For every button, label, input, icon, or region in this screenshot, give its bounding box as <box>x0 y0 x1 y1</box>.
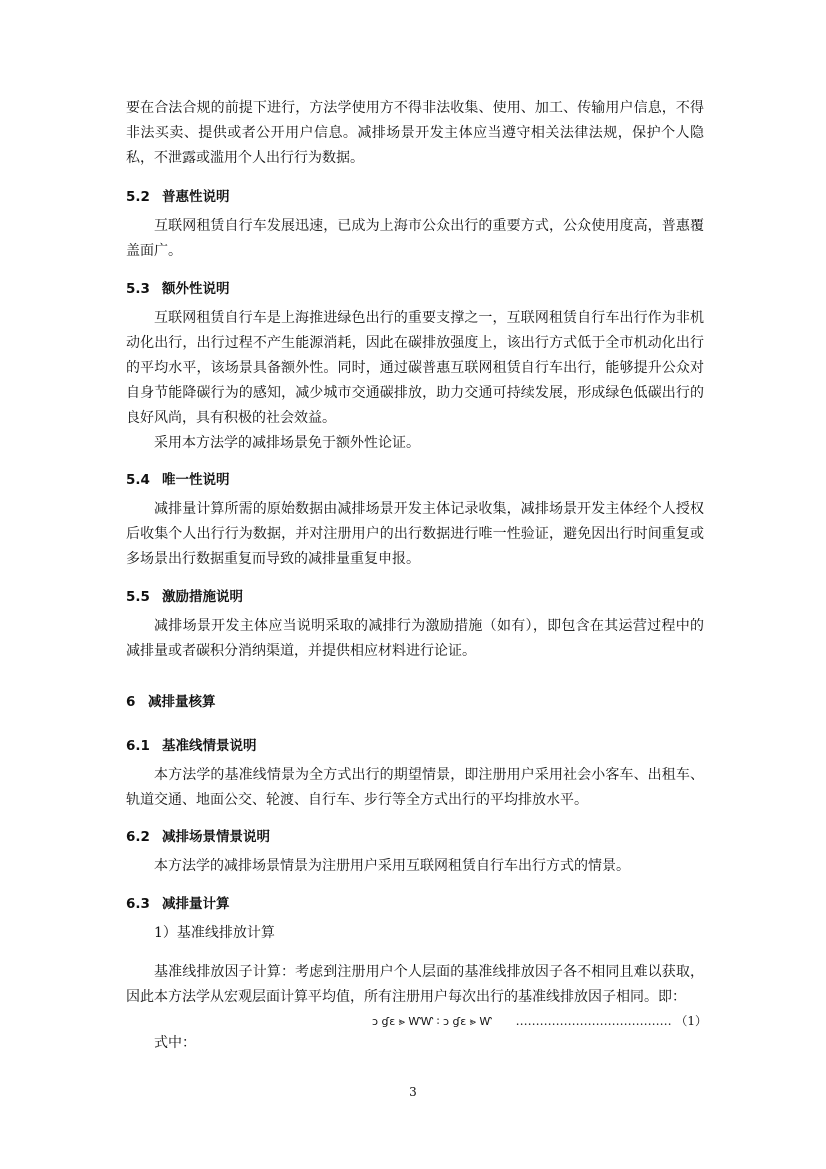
equation-label: （1） <box>675 1014 708 1028</box>
heading-number: 5.4 <box>126 472 150 488</box>
heading-5-3 <box>126 279 230 299</box>
heading-5-5 <box>126 587 243 607</box>
heading-title: 唯一性说明 <box>162 472 230 488</box>
privacy-paragraph: 要在合法合规的前提下进行，方法学使用方不得非法收集、使用、加工、传输用户信息，不得非法买卖、提供或者公开用户信息。减排场景开发主体应当遵守相关法律法规，保护个人隐私，不泄露或滥用个人出行行为数据。 <box>126 100 704 166</box>
heading-number: 5.3 <box>126 281 150 297</box>
heading-6-3 <box>126 894 230 914</box>
heading-number: 6.3 <box>126 896 150 912</box>
heading-number: 6 <box>126 694 136 710</box>
heading-5-4 <box>126 470 230 490</box>
heading-title: 额外性说明 <box>162 281 230 297</box>
heading-6-2 <box>126 827 270 847</box>
equation-expression: ↄ ɠɛ ⪢ ⱲⱲ ∶ ↄ ɠɛ ⪢ Ⱳ <box>372 1015 492 1028</box>
equation-leader-dots: ………………………………… <box>515 1014 672 1028</box>
heading-title: 激励措施说明 <box>162 589 243 605</box>
paragraph-5-5: 减排场景开发主体应当说明采取的减排行为激励措施（如有），即包含在其运营过程中的减排量或者碳积分消纳渠道，并提供相应材料进行论证。 <box>126 618 704 659</box>
paragraph-6-3-item: 1）基准线排放计算 <box>154 925 275 941</box>
paragraph-6-2: 本方法学的减排场景情景为注册用户采用互联网租赁自行车出行方式的情景。 <box>154 858 630 874</box>
paragraph-5-2: 互联网租赁自行车发展迅速，已成为上海市公众出行的重要方式，公众使用度高，普惠覆盖面广。 <box>126 218 704 259</box>
heading-title: 减排场景情景说明 <box>162 829 270 845</box>
equation-1 <box>372 1011 707 1032</box>
heading-6 <box>126 692 216 712</box>
heading-6-1 <box>126 736 257 756</box>
heading-5-2 <box>126 187 230 207</box>
paragraph-5-4: 减排量计算所需的原始数据由减排场景开发主体记录收集，减排场景开发主体经个人授权后收集个人出行行为数据，并对注册用户的出行数据进行唯一性验证，避免因出行时间重复或多场景出行数据重复而导致的减排量重复申报。 <box>126 501 704 567</box>
heading-number: 6.1 <box>126 738 150 754</box>
paragraph-5-3b: 采用本方法学的减排场景免于额外性论证。 <box>154 435 420 451</box>
where-text: 式中： <box>154 1035 196 1051</box>
heading-number: 5.2 <box>126 189 150 205</box>
paragraph-6-1: 本方法学的基准线情景为全方式出行的期望情景，即注册用户采用社会小客车、出租车、轨道交通、地面公交、轮渡、自行车、步行等全方式出行的平均排放水平。 <box>126 767 704 808</box>
heading-title: 基准线情景说明 <box>162 738 257 754</box>
paragraph-6-3-text: 基准线排放因子计算：考虑到注册用户个人层面的基准线排放因子各不相同且难以获取，因此本方法学从宏观层面计算平均值，所有注册用户每次出行的基准线排放因子相同。即： <box>126 964 704 1005</box>
page-number: 3 <box>409 1085 417 1099</box>
paragraph-5-3a: 互联网租赁自行车是上海推进绿色出行的重要支撑之一，互联网租赁自行车出行作为非机动化出行，出行过程不产生能源消耗，因此在碳排放强度上，该出行方式低于全市机动化出行的平均水平，该场景具备额外性。同时，通过碳普惠互联网租赁自行车出行，能够提升公众对自身节能降碳行为的感知，减少城市交通碳排放，助力交通可持续发展，形成绿色低碳出行的良好风尚，具有积极的社会效益。 <box>126 310 704 426</box>
heading-title: 减排量计算 <box>162 896 230 912</box>
heading-number: 6.2 <box>126 829 150 845</box>
heading-title: 普惠性说明 <box>162 189 230 205</box>
heading-number: 5.5 <box>126 589 150 605</box>
heading-title: 减排量核算 <box>148 694 216 710</box>
